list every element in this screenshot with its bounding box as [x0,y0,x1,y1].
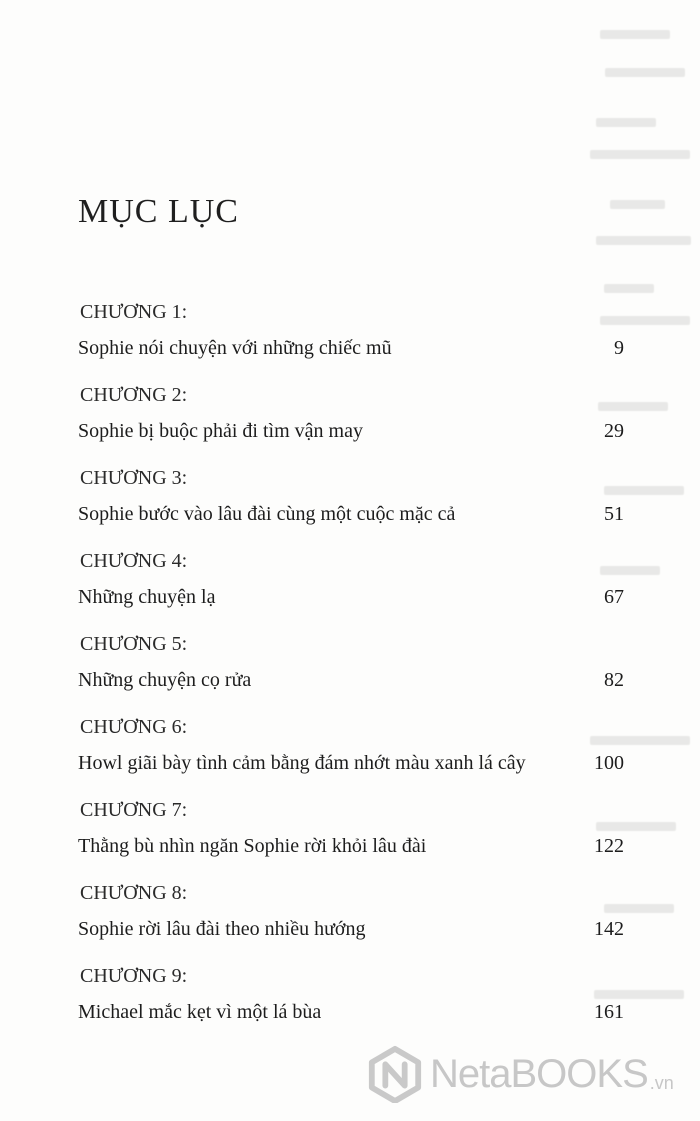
page-title: MỤC LỤC [78,193,239,230]
toc-row [78,503,624,526]
toc-entry[interactable] [78,547,624,630]
page-number: 122 [594,835,624,857]
table-of-contents [78,298,624,1045]
chapter-title: Howl giãi bày tình cảm bằng đám nhớt màu xanh lá cây [78,752,526,774]
toc-entry[interactable] [78,713,624,796]
neta-logo-icon [366,1045,424,1103]
page-number: 9 [614,337,624,359]
page-number: 161 [594,1001,624,1023]
chapter-title: Michael mắc kẹt vì một lá bùa [78,1001,322,1023]
toc-entry[interactable] [78,796,624,879]
toc-entry[interactable] [78,464,624,547]
toc-row [78,752,624,775]
chapter-title: Những chuyện cọ rửa [78,669,252,691]
toc-row [78,669,624,692]
chapter-label: CHƯƠNG 2: [80,384,188,406]
chapter-title: Sophie rời lâu đài theo nhiều hướng [78,918,366,940]
chapter-label: CHƯƠNG 3: [80,467,188,489]
chapter-title: Những chuyện lạ [78,586,216,608]
toc-entry[interactable] [78,879,624,962]
chapter-label: CHƯƠNG 4: [80,550,188,572]
page-number: 100 [594,752,624,774]
chapter-title: Sophie bị buộc phải đi tìm vận may [78,420,363,442]
toc-entry[interactable] [78,962,624,1045]
chapter-label: CHƯƠNG 9: [80,965,188,987]
chapter-title: Thằng bù nhìn ngăn Sophie rời khỏi lâu đài [78,835,427,857]
toc-row [78,918,624,941]
toc-entry[interactable] [78,381,624,464]
toc-row [78,337,624,360]
toc-entry[interactable] [78,298,624,381]
chapter-title: Sophie bước vào lâu đài cùng một cuộc mặc cả [78,503,456,525]
page-number: 142 [594,918,624,940]
toc-row [78,586,624,609]
toc-row [78,420,624,443]
watermark [366,1040,686,1108]
toc-row [78,835,624,858]
page-number: 67 [604,586,624,608]
chapter-label: CHƯƠNG 5: [80,633,188,655]
chapter-label: CHƯƠNG 8: [80,882,188,904]
page-number: 51 [604,503,624,525]
toc-entry[interactable] [78,630,624,713]
chapter-label: CHƯƠNG 1: [80,301,188,323]
toc-row [78,1001,624,1024]
chapter-title: Sophie nói chuyện với những chiếc mũ [78,337,392,359]
page-number: 82 [604,669,624,691]
page-number: 29 [604,420,624,442]
chapter-label: CHƯƠNG 7: [80,799,188,821]
chapter-label: CHƯƠNG 6: [80,716,188,738]
watermark-brand: NetaBOOKS [430,1051,648,1096]
watermark-suffix: .vn [649,1073,674,1093]
